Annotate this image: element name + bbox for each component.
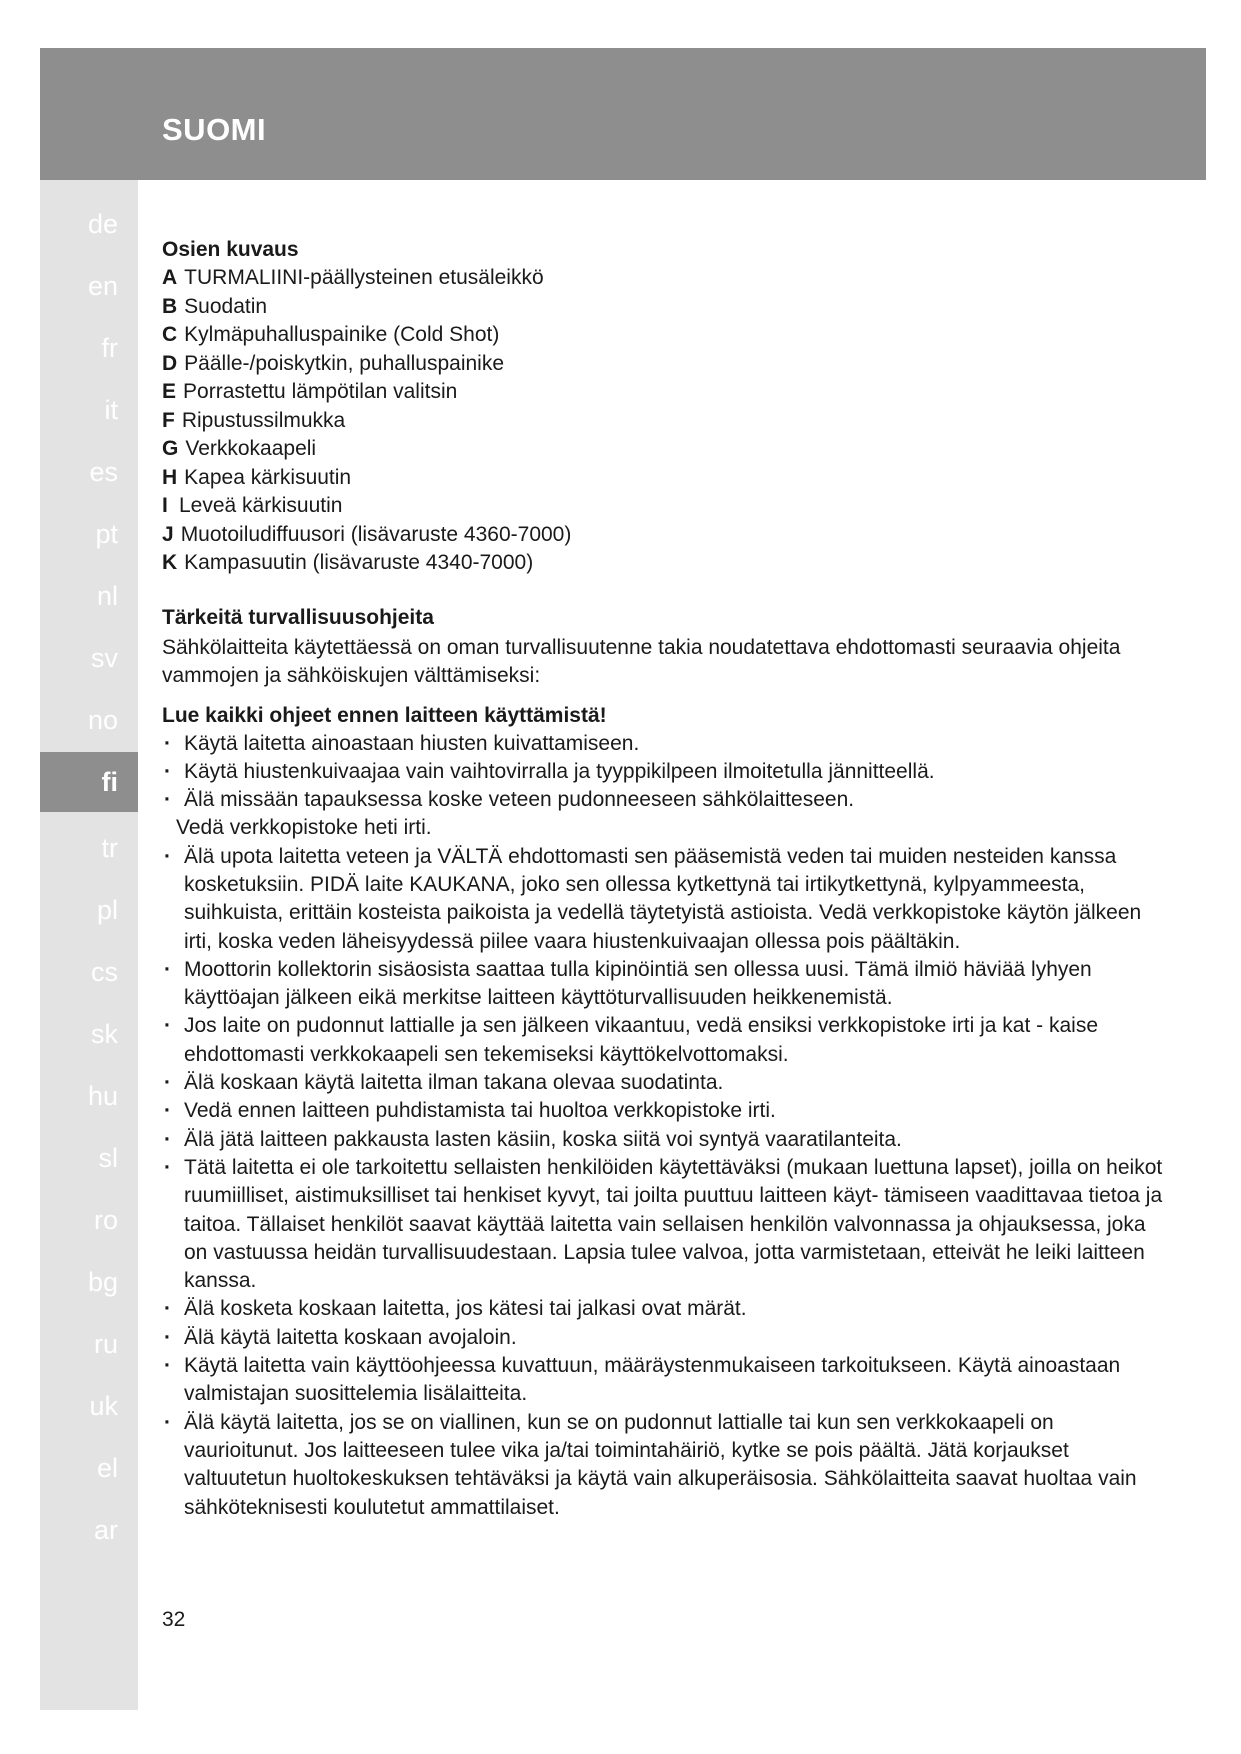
rule-text: Käytä laitetta ainoastaan hiusten kuivattamiseen. (184, 731, 640, 755)
rule-text: Älä missään tapauksessa koske veteen pudonneeseen sähkölaitteseen. (184, 788, 855, 812)
part-letter: A (162, 266, 178, 289)
safety-intro: Sähkölaitteita käytettäessä on oman turvallisuutenne takia noudatettava ehdottomasti seuraavia ohjeita vammojen ja sähköiskujen välttämiseksi: (162, 635, 1121, 687)
lang-tab-fi[interactable]: fi (40, 752, 138, 812)
rule-text: Käytä hiustenkuivaajaa vain vaihtovirralla ja tyyppikilpeen ilmoitetulla jännitteellä. (184, 759, 935, 783)
safety-subheading: Lue kaikki ohjeet ennen laitteen käyttämistä! (162, 703, 607, 727)
page-title: SUOMI (162, 112, 267, 147)
safety-rule (162, 1295, 1172, 1323)
lang-tab-es[interactable]: es (89, 457, 118, 487)
part-letter: C (162, 323, 178, 346)
part-text: Porrastettu lämpötilan valitsin (183, 380, 458, 403)
part-letter: H (162, 465, 178, 489)
rule-text: Vedä ennen laitteen puhdistamista tai huoltoa verkkopistoke irti. (184, 1099, 776, 1123)
part-text: Leveä kärkisuutin (179, 494, 343, 517)
part-item (162, 350, 1172, 379)
rule-text: Käytä laitetta vain käyttöohjeessa kuvattuun, määräystenmukaiseen tarkoitukseen. Käytä ainoastaan valmistajan suosittelemia lisälaitteita. (184, 1354, 1121, 1406)
lang-tab-tr[interactable]: tr (101, 833, 118, 863)
rule-text: Älä kosketa koskaan laitetta, jos kätesi tai jalkasi ovat märät. (184, 1297, 747, 1321)
lang-tab-ar[interactable]: ar (93, 1515, 118, 1545)
part-text: Päälle-/poiskytkin, puhalluspainike (184, 351, 505, 375)
lang-tab-el[interactable]: el (96, 1453, 118, 1483)
part-text: TURMALIINI-päällysteinen etusäleikkö (184, 266, 544, 289)
lang-tab-fr[interactable]: fr (101, 333, 118, 363)
lang-tab-pt[interactable]: pt (95, 519, 118, 549)
safety-rule (162, 1352, 1172, 1409)
lang-tab-ro[interactable]: ro (93, 1205, 118, 1235)
part-text: Kylmäpuhalluspainike (Cold Shot) (184, 323, 500, 346)
lang-tab-hu[interactable]: hu (87, 1081, 118, 1111)
page-number: 32 (162, 1608, 186, 1631)
part-text: Suodatin (184, 294, 268, 318)
safety-rule (162, 1097, 1172, 1125)
part-text: Kapea kärkisuutin (184, 465, 352, 489)
safety-rule (162, 1409, 1172, 1522)
part-letter: K (162, 551, 178, 574)
part-item (162, 264, 1172, 293)
rule-text: Älä käytä laitetta, jos se on viallinen, kun se on pudonnut lattialle tai kun sen verkkokaapeli on vaurioitunut. Jos laitteeseen tulee vika ja/tai toimintahäiriö, kytke se pois päältä. Jätä korjaukset valtuutetun huoltokeskuksen tehtäväksi ja käytä vain alkuperäisosia. Sähkölaitteita saavat huoltaa vain sähköteknisesti koulutetut ammattilaiset. (184, 1410, 1137, 1519)
safety-rule (162, 1012, 1172, 1069)
part-item (162, 549, 1172, 578)
part-item (162, 321, 1172, 350)
safety-rule (162, 1069, 1172, 1097)
lang-tab-sk[interactable]: sk (91, 1019, 118, 1049)
part-item (162, 492, 1172, 521)
lang-tab-nl[interactable]: nl (96, 581, 118, 611)
part-letter: G (162, 437, 179, 460)
safety-rule (162, 730, 1172, 758)
safety-rule (162, 786, 1172, 843)
part-letter: E (162, 380, 177, 403)
part-text: Kampasuutin (lisävaruste 4340-7000) (184, 551, 534, 574)
safety-rules-list (162, 730, 1172, 1522)
part-text: Verkkokaapeli (185, 437, 317, 460)
lang-tab-de[interactable]: de (87, 209, 118, 239)
lang-tab-pl[interactable]: pl (96, 895, 118, 925)
lang-tab-en[interactable]: en (87, 271, 118, 301)
safety-heading: Tärkeitä turvallisuusohjeita (162, 605, 434, 629)
rule-text: Älä koskaan käytä laitetta ilman takana olevaa suodatinta. (184, 1071, 724, 1095)
lang-tab-it[interactable]: it (104, 395, 118, 425)
main-content (162, 236, 1172, 1522)
part-item (162, 521, 1172, 550)
safety-rule (162, 1154, 1172, 1295)
rule-extra-text: Vedä verkkopistoke heti irti. (176, 816, 432, 840)
part-item (162, 407, 1172, 436)
part-letter: J (162, 522, 174, 546)
lang-tab-cs[interactable]: cs (91, 957, 118, 987)
safety-rule (162, 956, 1172, 1013)
part-item (162, 378, 1172, 407)
safety-rule (162, 1126, 1172, 1154)
safety-rule (162, 1324, 1172, 1352)
rule-text: Jos laite on pudonnut lattialle ja sen jälkeen vikaantuu, vedä ensiksi verkkopistoke irti ja kat - kaise ehdottomasti verkkokaapeli sen tekemiseksi käyttökelvottomaksi. (184, 1014, 1099, 1066)
safety-rule (162, 843, 1172, 956)
safety-rule (162, 758, 1172, 786)
rule-text: Älä jätä laitteen pakkausta lasten käsiin, koska siitä voi syntyä vaaratilanteita. (184, 1127, 902, 1151)
language-sidebar (40, 180, 138, 1710)
part-letter: B (162, 294, 178, 318)
part-text: Muotoiludiffuusori (lisävaruste 4360-7000) (180, 522, 572, 546)
lang-tab-sv[interactable]: sv (91, 643, 118, 673)
part-text: Ripustussilmukka (181, 408, 346, 432)
lang-tab-ru[interactable]: ru (93, 1329, 118, 1359)
lang-tab-sl[interactable]: sl (98, 1143, 118, 1173)
lang-tab-uk[interactable]: uk (89, 1391, 118, 1421)
part-letter: I (162, 494, 168, 517)
part-letter: F (162, 408, 175, 432)
rule-text: Tätä laitetta ei ole tarkoitettu sellaisten henkilöiden käytettäväksi (mukaan luettuna lapset), joilla on heikot ruumiilliset, aistimuksilliset tai henkiset kyvyt, tai joilta puuttuu laitteen käyt- tämiseen vaadittavaa tietoa ja taitoa. Tällaiset henkilöt saavat käyttää laitetta vain sellaisen henkilön valvonnassa ja ohjauksessa, joka on vastuussa heidän turvallisuudestaan. Lapsia tulee valvoa, jotta varmistetaan, etteivät he leiki laitteen kanssa. (184, 1155, 1163, 1293)
rule-text: Älä käytä laitetta koskaan avojaloin. (184, 1325, 517, 1349)
part-item (162, 293, 1172, 322)
rule-text: Moottorin kollektorin sisäosista saattaa tulla kipinöintiä sen ollessa uusi. Tämä ilmiö häviää lyhyen käyttöajan jälkeen eikä merkitse laitteen käyttöturvallisuuden heikkenemistä. (184, 957, 1092, 1010)
part-item (162, 464, 1172, 493)
rule-text: Älä upota laitetta veteen ja VÄLTÄ ehdottomasti sen pääsemistä veden tai muiden nesteiden kanssa kosketuksiin. PIDÄ laite KAUKANA, joko sen ollessa kytkettynä tai irtikytkettynä, kylpyammeesta, suihkuista, erittäin kosteista paikoista ja vedellä täytetyistä astioista. Vedä verkkopistoke käytön jälkeen irti, koska veden läheisyydessä piilee vaara hiustenkuivaajan ollessa pois päältäkin. (184, 844, 1142, 953)
lang-tab-no[interactable]: no (87, 705, 118, 735)
parts-heading: Osien kuvaus (162, 238, 299, 261)
lang-tab-bg[interactable]: bg (87, 1267, 118, 1297)
part-item (162, 435, 1172, 464)
parts-list (162, 264, 1172, 578)
part-letter: D (162, 351, 178, 375)
